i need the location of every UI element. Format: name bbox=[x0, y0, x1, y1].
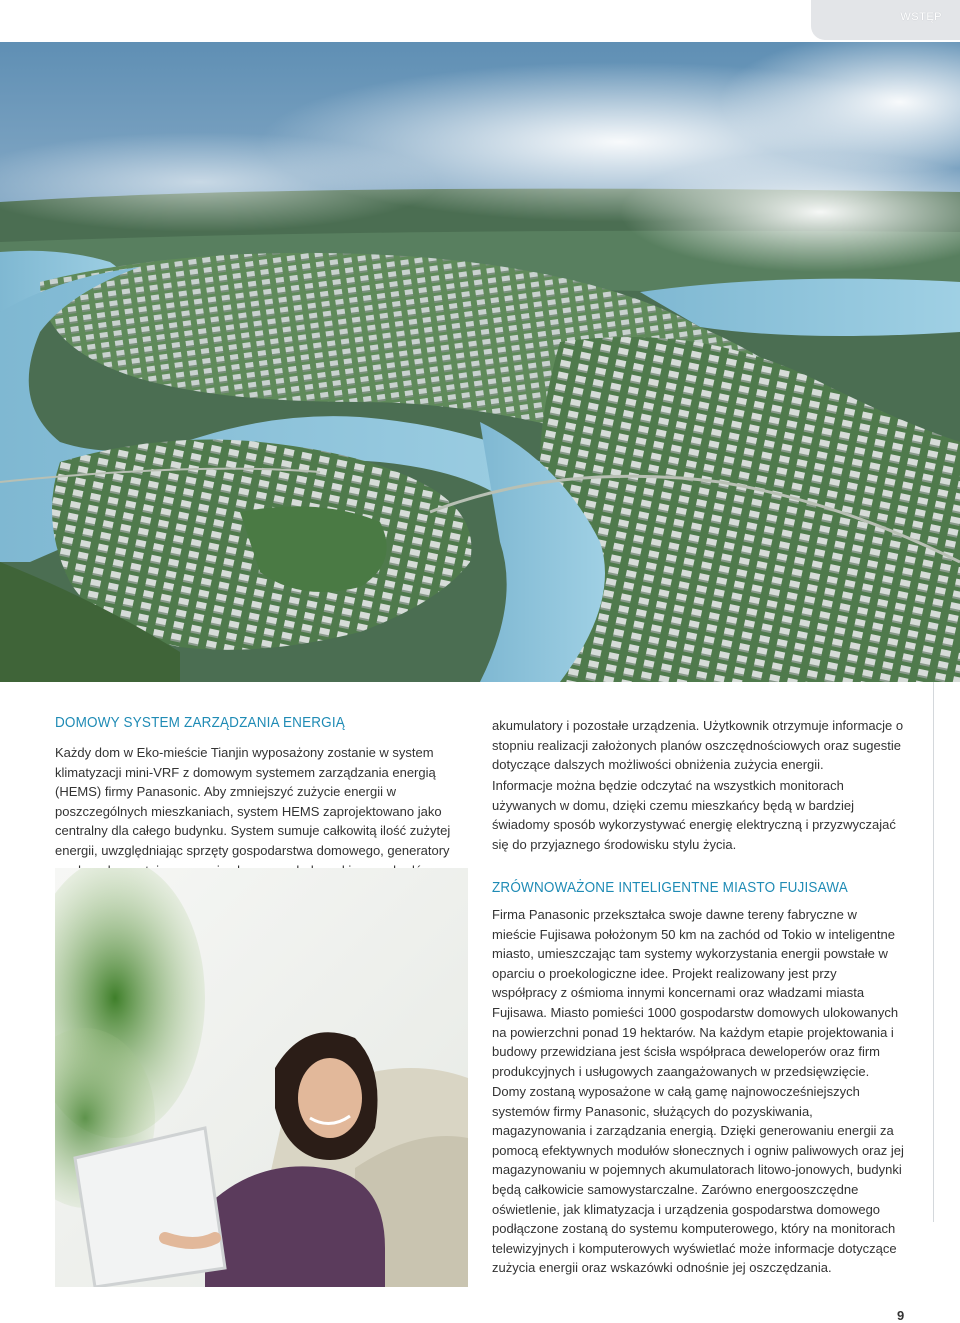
column-divider bbox=[933, 682, 934, 1222]
hero-aerial-image bbox=[0, 42, 960, 682]
section-tab bbox=[811, 0, 960, 40]
section2-paragraph-1: Firma Panasonic przekształca swoje dawne tereny fabryczne w mieście Fujisawa położonym 50 km na zachód od Tokio w inteligentne miasto, umieszczając tam systemy wykorzystania energii powstałe w oparciu o proekologiczne idee. Projekt realizowany jest przy współpracy z ośmioma innymi koncernami oraz władzami miasta Fujisawa. Miasto pomieści 1000 gospodarstw domowych ulokowanych na powierzchni ponad 19 hektarów. Na każdym etapie projektowania i budowy przewidziana jest ścisła współpraca deweloperów oraz firm produkcyjnych i usługowych zaangażowanych w przedsięwzięcie. bbox=[492, 907, 899, 1079]
woman-with-tablet-photo bbox=[55, 868, 468, 1287]
section2-paragraph-2: Domy zostaną wyposażone w całą gamę najnowocześniejszych systemów firmy Panasonic, służących do pozyskiwania, magazynowania i zarządzania energią. Dzięki generowaniu energii za pomocą efektywnych modułów słonecznych i ogniw paliwowych oraz jej magazynowaniu w pojemnych akumulatorach litowo-jonowych, budynki będą całkowicie samowystarczalne. Zarówno energooszczędne oświetlenie, jak klimatyzacja i urządzenia gospodarstwa domowego podłączone zostaną do systemu komputerowego, który na monitorach telewizyjnych i komputerowych wyświetlać może informacje dotyczące zużycia energii oraz wskazówki odnośnie jej oszczędzania. bbox=[492, 1084, 904, 1276]
section1-paragraph: Każdy dom w Eko-mieście Tianjin wyposażony zostanie w system klimatyzacji mini-VRF z domowym systemem zarządzania energią (HEMS) firmy Panasonic. Aby zmniejszyć zużycie energii w poszczególnych mieszkaniach, system HEMS zaprojektowano jako centralny dla całego budynku. System sumuje całkowitą ilość zużytej energii, uwzględniając sprzęty gospodarstwa domowego, generatory bbox=[55, 745, 451, 858]
section1-heading: DOMOWY SYSTEM ZARZĄDZANIA ENERGIĄ bbox=[55, 714, 345, 731]
section1-paragraph-continued: akumulatory i pozostałe urządzenia. Użytkownik otrzymuje informacje o stopniu realizacji założonych planów oszczędnościowych oraz sugestie dotyczące dalszych możliwości obniżenia zużycia energii. bbox=[492, 718, 904, 773]
page-number: 9 bbox=[897, 1308, 905, 1323]
section-label: WSTĘP bbox=[900, 11, 942, 23]
section2-heading: ZRÓWNOWAŻONE INTELIGENTNE MIASTO FUJISAWA bbox=[492, 879, 848, 896]
section1-paragraph-2: Informacje można będzie odczytać na wszystkich monitorach używanych w domu, dzięki czemu mieszkańcy będą w bardziej świadomy sposób wykorzystywać energię elektryczną i przyzwyczajać się do przyjaznego środowisku stylu życia. bbox=[492, 778, 896, 852]
